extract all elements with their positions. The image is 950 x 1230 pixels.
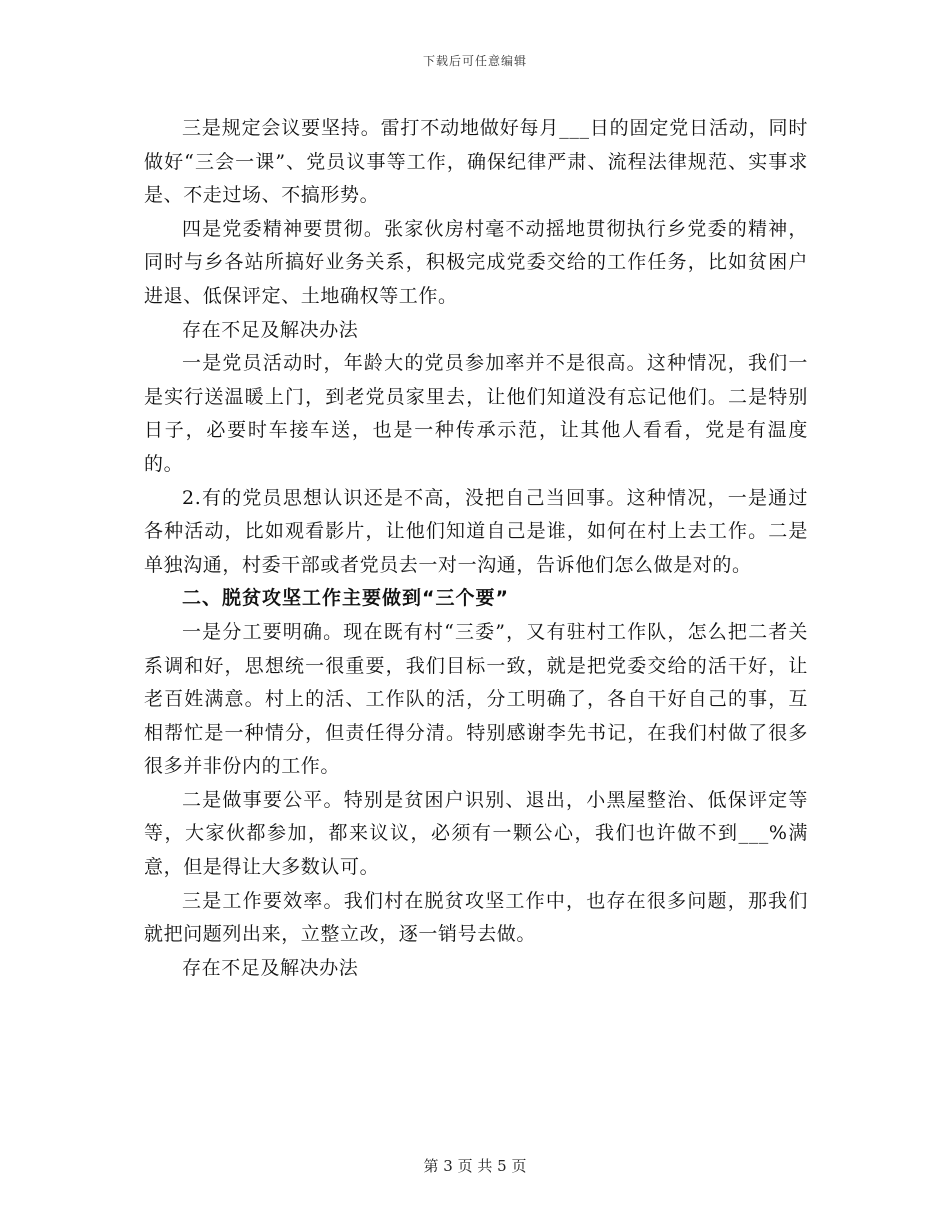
subheading-shortcomings: 存在不足及解决办法 xyxy=(182,318,359,341)
subheading-shortcomings-2: 存在不足及解决办法 xyxy=(182,956,359,979)
paragraph-fairness: 二是做事要公平。特别是贫困户识别、退出，小黑屋整治、低保评定等等，大家伙都参加，都来议议，必须有一颗公心，我们也许做不到___%满意，但是得让大多数认可。 xyxy=(144,788,808,879)
paragraph-efficiency: 三是工作要效率。我们村在脱贫攻坚工作中，也存在很多问题，那我们就把问题列出来，立整立改，逐一销号去做。 xyxy=(144,889,808,946)
page-footer: 第 3 页 共 5 页 xyxy=(423,1157,527,1175)
section-heading-poverty: 二、脱贫攻坚工作主要做到“三个要” xyxy=(182,587,509,610)
paragraph-division-of-labor: 一是分工要明确。现在既有村“三委”，又有驻村工作队，怎么把二者关系调和好，思想统一很重要，我们目标一致，就是把党委交给的活干好，让老百姓满意。村上的活、工作队的活，分工明确了，各自干好自己的事，互相帮忙是一种情分，但责任得分清。特别感谢李先书记，在我们村做了很多很多并非份内的工作。 xyxy=(144,620,808,778)
page-header: 下载后可任意编辑 xyxy=(422,54,527,68)
document-body xyxy=(144,112,808,985)
paragraph-member-awareness: 2.有的党员思想认识还是不高，没把自己当回事。这种情况，一是通过各种活动，比如观看影片，让他们知道自己是谁，如何在村上去工作。二是单独沟通，村委干部或者党员去一对一沟通，告诉他们怎么做是对的。 xyxy=(144,486,808,576)
paragraph-meeting-rules: 三是规定会议要坚持。雷打不动地做好每月___日的固定党日活动，同时做好“三会一课”、党员议事等工作，确保纪律严肃、流程法律规范、实事求是、不走过场、不搞形势。 xyxy=(144,117,808,207)
paragraph-elder-members: 一是党员活动时，年龄大的党员参加率并不是很高。这种情况，我们一是实行送温暖上门，到老党员家里去，让他们知道没有忘记他们。二是特别日子，必要时车接车送，也是一种传承示范，让其他人看看，党是有温度的。 xyxy=(144,352,808,475)
paragraph-party-spirit: 四是党委精神要贯彻。张家伙房村毫不动摇地贯彻执行乡党委的精神，同时与乡各站所搞好业务关系，积极完成党委交给的工作任务，比如贫困户进退、低保评定、土地确权等工作。 xyxy=(144,217,808,307)
